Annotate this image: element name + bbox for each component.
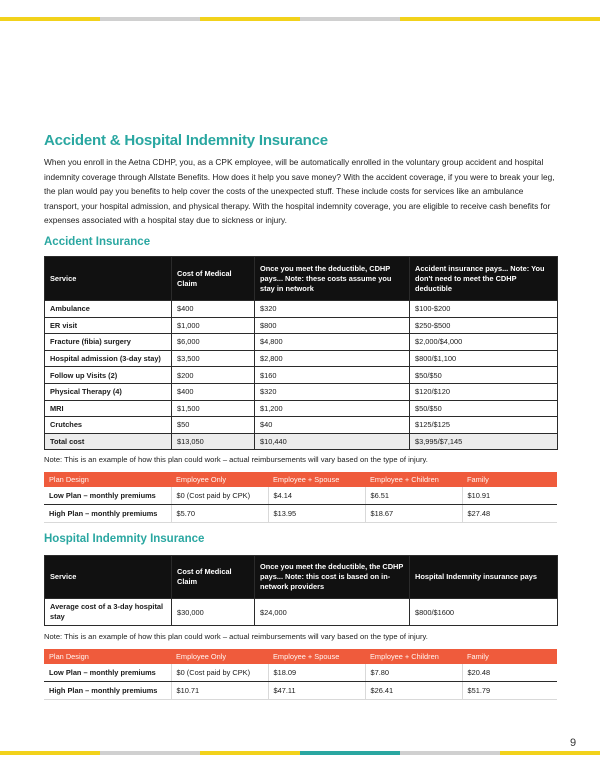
insurance-pays-cell: $50/$50	[410, 367, 558, 384]
page-title: Accident & Hospital Indemnity Insurance	[44, 132, 328, 149]
hospital-indemnity-heading: Hospital Indemnity Insurance	[44, 533, 205, 545]
insurance-pays-cell: $250-$500	[410, 317, 558, 334]
premium-cell: $5.70	[171, 505, 268, 523]
cdhp-pays-cell: $800	[255, 317, 410, 334]
claim-cost-cell: $400	[172, 383, 255, 400]
premium-cell: $0 (Cost paid by CPK)	[171, 487, 268, 505]
column-header: Plan Design	[44, 649, 171, 664]
premium-cell: $26.41	[365, 682, 462, 700]
claim-cost-cell: $1,500	[172, 400, 255, 417]
table-row	[44, 682, 557, 700]
claim-cost-cell: $400	[172, 301, 255, 318]
column-header: Employee + Children	[365, 649, 462, 664]
service-cell: ER visit	[45, 317, 172, 334]
hospital-note: Note: This is an example of how this plan could work – actual reimbursements will vary based on the type of injury.	[44, 632, 428, 641]
column-header: Accident insurance pays... Note: You don't need to meet the CDHP deductible	[410, 257, 558, 301]
bottom-color-stripe	[0, 751, 600, 755]
table-row	[45, 599, 558, 626]
premium-cell: $6.51	[365, 487, 462, 505]
plan-cell: High Plan – monthly premiums	[44, 505, 171, 523]
insurance-pays-cell: $125/$125	[410, 417, 558, 434]
column-header: Family	[462, 472, 557, 487]
intro-paragraph: When you enroll in the Aetna CDHP, you, as a CPK employee, will be automatically enrolled in the voluntary group accident and hospital indemnity coverage through Allstate Benefits. How does it help you save money? With the accident coverage, if you were to break your leg, the plan would pay you benefits to help cover the costs of the unexpected stuff. These include costs for services like an ambulance transport, your hospital admission, and physical therapy. With the hospital indemnity coverage, you are eligible to receive cash benefits for expenses associated with a hospital stay due to sickness or injury.	[44, 157, 555, 226]
table-row	[45, 317, 558, 334]
service-cell: Follow up Visits (2)	[45, 367, 172, 384]
service-cell: Average cost of a 3-day hospital stay	[45, 599, 172, 626]
premium-cell: $18.09	[268, 664, 365, 682]
insurance-pays-cell: $100-$200	[410, 301, 558, 318]
cdhp-pays-cell: $160	[255, 367, 410, 384]
service-cell: MRI	[45, 400, 172, 417]
premium-cell: $27.48	[462, 505, 557, 523]
premiums-header-row	[44, 472, 557, 487]
column-header: Once you meet the deductible, CDHP pays... Note: these costs assume you stay in network	[255, 257, 410, 301]
service-cell: Crutches	[45, 417, 172, 434]
column-header: Service	[45, 257, 172, 301]
premium-cell: $13.95	[268, 505, 365, 523]
total-claim-cell: $13,050	[172, 433, 255, 450]
premium-cell: $7.80	[365, 664, 462, 682]
column-header: Service	[45, 556, 172, 599]
service-cell: Physical Therapy (4)	[45, 383, 172, 400]
insurance-pays-cell: $800/$1,100	[410, 350, 558, 367]
column-header: Employee + Spouse	[268, 649, 365, 664]
accident-cost-table	[44, 256, 558, 450]
premium-cell: $0 (Cost paid by CPK)	[171, 664, 268, 682]
column-header: Cost of Medical Claim	[172, 257, 255, 301]
column-header: Plan Design	[44, 472, 171, 487]
total-row	[45, 433, 558, 450]
premium-cell: $4.14	[268, 487, 365, 505]
claim-cost-cell: $30,000	[172, 599, 255, 626]
table-row	[45, 334, 558, 351]
hospital-table-header-row	[45, 556, 558, 599]
table-row	[45, 350, 558, 367]
cdhp-pays-cell: $320	[255, 383, 410, 400]
column-header: Employee Only	[171, 649, 268, 664]
premium-cell: $18.67	[365, 505, 462, 523]
cdhp-pays-cell: $1,200	[255, 400, 410, 417]
cdhp-pays-cell: $24,000	[255, 599, 410, 626]
table-row	[44, 664, 557, 682]
service-cell: Hospital admission (3-day stay)	[45, 350, 172, 367]
accident-premiums-table	[44, 472, 557, 523]
total-cdhp-cell: $10,440	[255, 433, 410, 450]
accident-table-header-row	[45, 257, 558, 301]
claim-cost-cell: $6,000	[172, 334, 255, 351]
table-row	[45, 301, 558, 318]
total-label-cell: Total cost	[45, 433, 172, 450]
column-header: Family	[462, 649, 557, 664]
table-row	[44, 505, 557, 523]
insurance-pays-cell: $2,000/$4,000	[410, 334, 558, 351]
service-cell: Ambulance	[45, 301, 172, 318]
claim-cost-cell: $3,500	[172, 350, 255, 367]
insurance-pays-cell: $120/$120	[410, 383, 558, 400]
table-row	[45, 417, 558, 434]
cdhp-pays-cell: $4,800	[255, 334, 410, 351]
column-header: Employee Only	[171, 472, 268, 487]
cdhp-pays-cell: $40	[255, 417, 410, 434]
plan-cell: Low Plan – monthly premiums	[44, 664, 171, 682]
table-row	[45, 400, 558, 417]
premium-cell: $47.11	[268, 682, 365, 700]
premium-cell: $10.71	[171, 682, 268, 700]
claim-cost-cell: $50	[172, 417, 255, 434]
table-row	[44, 487, 557, 505]
column-header: Hospital Indemnity insurance pays	[410, 556, 558, 599]
hospital-premiums-table	[44, 649, 557, 700]
claim-cost-cell: $200	[172, 367, 255, 384]
total-insurance-cell: $3,995/$7,145	[410, 433, 558, 450]
top-color-stripe	[0, 17, 600, 21]
plan-cell: Low Plan – monthly premiums	[44, 487, 171, 505]
column-header: Once you meet the deductible, the CDHP pays... Note: this cost is based on in-network providers	[255, 556, 410, 599]
hospital-cost-table	[44, 555, 558, 626]
premiums-header-row	[44, 649, 557, 664]
column-header: Employee + Spouse	[268, 472, 365, 487]
cdhp-pays-cell: $2,800	[255, 350, 410, 367]
table-row	[45, 383, 558, 400]
premium-cell: $51.79	[462, 682, 557, 700]
premium-cell: $10.91	[462, 487, 557, 505]
accident-note: Note: This is an example of how this plan could work – actual reimbursements will vary based on the type of injury.	[44, 455, 428, 464]
insurance-pays-cell: $50/$50	[410, 400, 558, 417]
insurance-pays-cell: $800/$1600	[410, 599, 558, 626]
accident-insurance-heading: Accident Insurance	[44, 236, 151, 248]
plan-cell: High Plan – monthly premiums	[44, 682, 171, 700]
cdhp-pays-cell: $320	[255, 301, 410, 318]
table-row	[45, 367, 558, 384]
column-header: Employee + Children	[365, 472, 462, 487]
premium-cell: $20.48	[462, 664, 557, 682]
page-number: 9	[570, 737, 577, 749]
claim-cost-cell: $1,000	[172, 317, 255, 334]
service-cell: Fracture (fibia) surgery	[45, 334, 172, 351]
column-header: Cost of Medical Claim	[172, 556, 255, 599]
